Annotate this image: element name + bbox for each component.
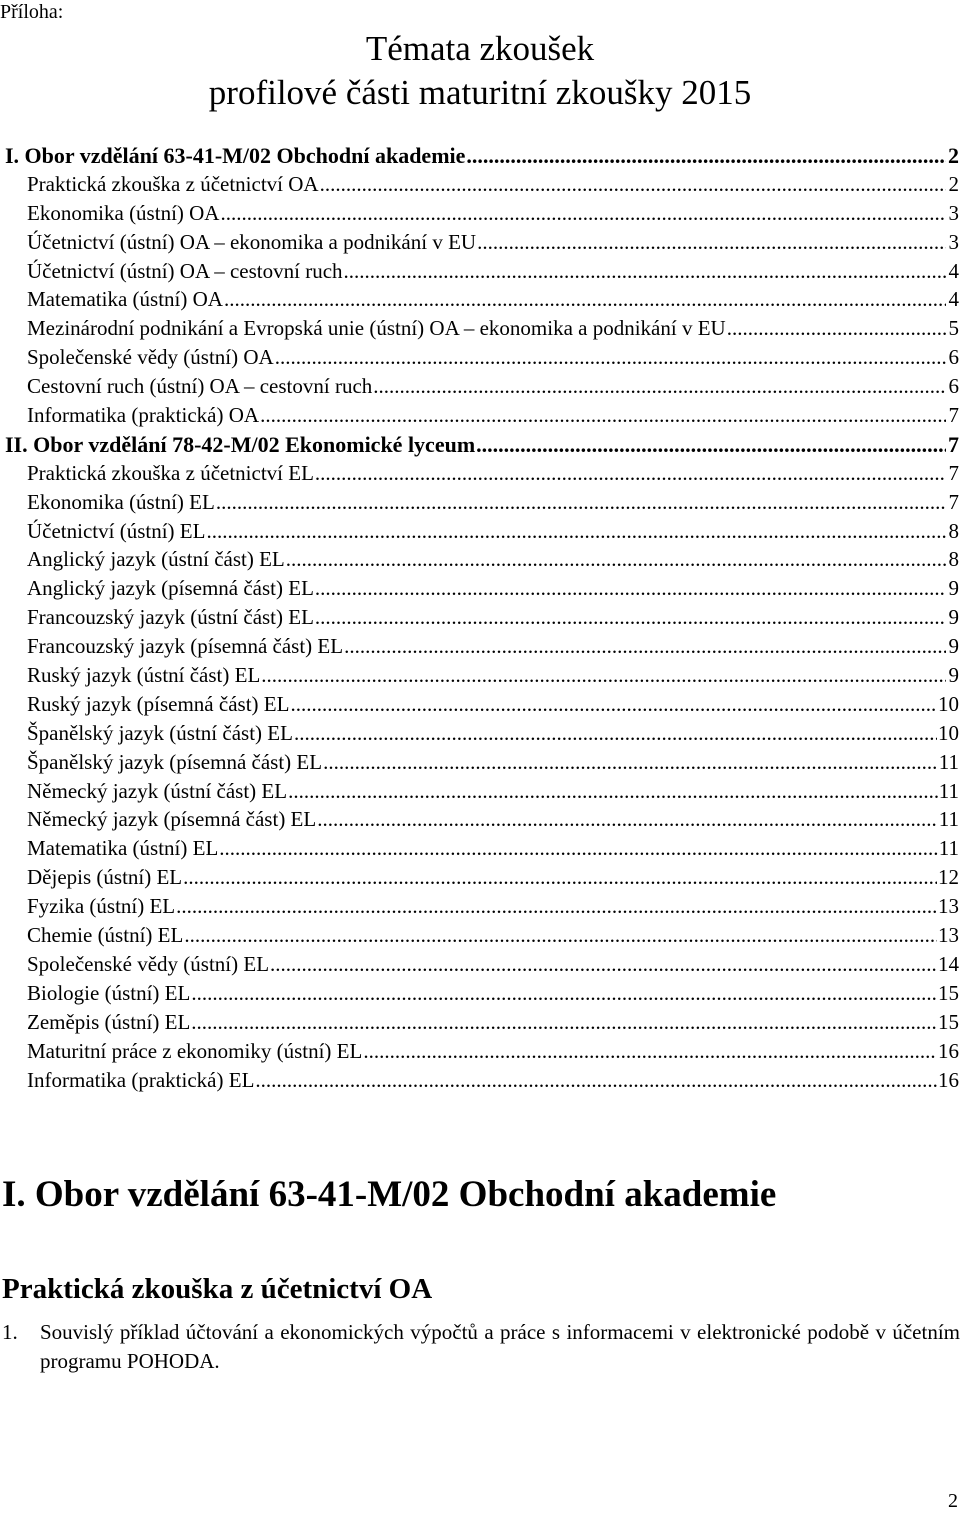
- toc-dot-leader: [206, 519, 946, 544]
- toc-entry[interactable]: [27, 634, 959, 663]
- toc-entry[interactable]: [27, 1010, 959, 1039]
- toc-dot-leader: [191, 981, 937, 1006]
- toc-entry[interactable]: [27, 807, 959, 836]
- toc-dot-leader: [477, 230, 946, 255]
- toc-dot-leader: [294, 721, 937, 746]
- toc-entry-page: 9: [948, 605, 959, 630]
- toc-entry[interactable]: [27, 519, 959, 548]
- toc-entry-label: Informatika (praktická) OA: [27, 403, 260, 428]
- toc-entry-label: Ekonomika (ústní) EL: [27, 489, 215, 514]
- toc-dot-leader: [255, 1068, 937, 1093]
- toc-dot-leader: [191, 1010, 937, 1035]
- toc-entry-label: Informatika (praktická) EL: [27, 1067, 255, 1092]
- toc-entry-page: 15: [938, 1009, 959, 1034]
- toc-entry-label: Maturitní práce z ekonomiky (ústní) EL: [27, 1038, 363, 1063]
- toc-entry-label: Anglický jazyk (písemná část) EL: [27, 576, 314, 601]
- toc-dot-leader: [184, 923, 937, 948]
- toc-entry-label: Chemie (ústní) EL: [27, 923, 184, 948]
- toc-entry-page: 7: [948, 431, 959, 457]
- toc-dot-leader: [727, 316, 946, 341]
- toc-dot-leader: [363, 1039, 937, 1064]
- toc-entry-page: 7: [948, 403, 959, 428]
- toc-entry[interactable]: [27, 923, 959, 952]
- toc-entry-label: Anglický jazyk (ústní část) EL: [27, 547, 285, 572]
- toc-entry[interactable]: [27, 374, 959, 403]
- toc-entry-page: 6: [948, 345, 959, 370]
- toc-entry-label: Cestovní ruch (ústní) OA – cestovní ruch: [27, 374, 373, 399]
- toc-dot-leader: [317, 807, 938, 832]
- toc-entry-page: 2: [948, 143, 959, 168]
- toc-entry[interactable]: [27, 345, 959, 374]
- toc-dot-leader: [320, 172, 946, 197]
- toc-entry[interactable]: [27, 692, 959, 721]
- toc-entry-label: Ruský jazyk (ústní část) EL: [27, 663, 261, 688]
- topic-list: [0, 1318, 960, 1376]
- toc-entry-label: I. Obor vzdělání 63-41-M/02 Obchodní akademie: [5, 143, 466, 168]
- toc-dot-leader: [260, 403, 946, 428]
- toc-dot-leader: [315, 461, 946, 486]
- toc-entry-label: Účetnictví (ústní) OA – cestovní ruch: [27, 258, 343, 283]
- toc-entry-page: 11: [938, 836, 959, 861]
- toc-entry[interactable]: [27, 230, 959, 259]
- toc-entry-page: 4: [948, 258, 959, 283]
- toc-entry-label: Ekonomika (ústní) OA: [27, 200, 220, 225]
- toc-entry[interactable]: [27, 1068, 959, 1097]
- toc-entry-page: 11: [938, 749, 959, 774]
- toc-entry-label: Francouzský jazyk (písemná část) EL: [27, 634, 344, 659]
- toc-entry-page: 16: [938, 1067, 959, 1092]
- toc-entry-page: 3: [948, 200, 959, 225]
- toc-entry-page: 11: [938, 807, 959, 832]
- subsection-heading: Praktická zkouška z účetnictví OA: [2, 1273, 433, 1305]
- toc-entry[interactable]: [27, 461, 959, 490]
- toc-entry[interactable]: [27, 547, 959, 576]
- toc-entry-page: 16: [938, 1038, 959, 1063]
- toc-entry[interactable]: [27, 259, 959, 288]
- toc-dot-leader: [224, 287, 946, 312]
- toc-entry[interactable]: [27, 172, 959, 201]
- toc-dot-leader: [344, 259, 946, 284]
- toc-entry[interactable]: [27, 750, 959, 779]
- toc-dot-leader: [315, 576, 946, 601]
- toc-entry[interactable]: [27, 576, 959, 605]
- toc-dot-leader: [270, 952, 937, 977]
- page-number: 2: [948, 1490, 958, 1512]
- toc-entry-label: Španělský jazyk (ústní část) EL: [27, 720, 293, 745]
- toc-entry[interactable]: [27, 490, 959, 519]
- table-of-contents: [5, 143, 959, 1096]
- toc-entry[interactable]: [27, 981, 959, 1010]
- toc-dot-leader: [344, 634, 946, 659]
- toc-entry[interactable]: [27, 952, 959, 981]
- toc-entry-page: 6: [948, 374, 959, 399]
- toc-entry-label: II. Obor vzdělání 78-42-M/02 Ekonomické lyceum: [5, 431, 476, 457]
- toc-entry-label: Účetnictví (ústní) EL: [27, 518, 206, 543]
- toc-dot-leader: [290, 692, 937, 717]
- toc-entry[interactable]: [27, 663, 959, 692]
- toc-entry-label: Zeměpis (ústní) EL: [27, 1009, 191, 1034]
- toc-entry-page: 4: [948, 287, 959, 312]
- toc-entry[interactable]: [27, 316, 959, 345]
- toc-entry-label: Mezinárodní podnikání a Evropská unie (ústní) OA – ekonomika a podnikání v EU: [27, 316, 726, 341]
- toc-entry[interactable]: [27, 605, 959, 634]
- toc-dot-leader: [261, 663, 946, 688]
- toc-entry-page: 8: [948, 518, 959, 543]
- topic-number: 1.: [2, 1320, 18, 1344]
- toc-entry-page: 3: [948, 229, 959, 254]
- toc-entry-label: Španělský jazyk (písemná část) EL: [27, 749, 323, 774]
- toc-entry[interactable]: [27, 865, 959, 894]
- toc-dot-leader: [288, 779, 938, 804]
- toc-entry-label: Účetnictví (ústní) OA – ekonomika a podnikání v EU: [27, 229, 477, 254]
- toc-entry-label: Německý jazyk (ústní část) EL: [27, 778, 288, 803]
- toc-entry[interactable]: [27, 836, 959, 865]
- toc-dot-leader: [315, 605, 946, 630]
- toc-entry-label: Ruský jazyk (písemná část) EL: [27, 691, 290, 716]
- toc-entry-label: Francouzský jazyk (ústní část) EL: [27, 605, 314, 630]
- document-title-line-2: profilové části maturitní zkoušky 2015: [208, 73, 752, 112]
- toc-entry-page: 8: [948, 547, 959, 572]
- toc-dot-leader: [275, 345, 946, 370]
- toc-dot-leader: [286, 547, 946, 572]
- toc-entry-label: Dějepis (ústní) EL: [27, 865, 183, 890]
- toc-entry-label: Společenské vědy (ústní) EL: [27, 951, 270, 976]
- toc-entry-page: 9: [948, 663, 959, 688]
- toc-entry-page: 10: [938, 720, 959, 745]
- toc-dot-leader: [476, 432, 946, 458]
- toc-entry[interactable]: [5, 432, 959, 461]
- toc-entry[interactable]: [27, 201, 959, 230]
- toc-entry[interactable]: [27, 779, 959, 808]
- topic-text: Souvislý příklad účtování a ekonomických výpočtů a práce s informacemi v elektronické podobě v účetním programu POHODA.: [40, 1320, 960, 1373]
- document-title-line-1: Témata zkoušek: [365, 29, 595, 68]
- toc-entry-label: Praktická zkouška z účetnictví EL: [27, 460, 314, 485]
- toc-entry-label: Matematika (ústní) OA: [27, 287, 223, 312]
- toc-entry[interactable]: [27, 721, 959, 750]
- toc-dot-leader: [466, 143, 946, 169]
- toc-entry[interactable]: [5, 143, 959, 172]
- toc-entry-label: Fyzika (ústní) EL: [27, 894, 176, 919]
- toc-entry-label: Biologie (ústní) EL: [27, 980, 191, 1005]
- toc-entry-page: 10: [938, 691, 959, 716]
- toc-dot-leader: [216, 490, 946, 515]
- toc-entry-page: 9: [948, 634, 959, 659]
- toc-entry-page: 15: [938, 980, 959, 1005]
- toc-entry-label: Společenské vědy (ústní) OA: [27, 345, 274, 370]
- section-heading: I. Obor vzdělání 63-41-M/02 Obchodní akademie: [2, 1174, 777, 1215]
- toc-dot-leader: [219, 836, 937, 861]
- toc-entry-page: 12: [938, 865, 959, 890]
- toc-entry-page: 5: [948, 316, 959, 341]
- toc-entry-page: 13: [938, 894, 959, 919]
- toc-entry-page: 7: [948, 460, 959, 485]
- toc-entry[interactable]: [27, 403, 959, 432]
- toc-dot-leader: [183, 865, 937, 890]
- toc-entry[interactable]: [27, 894, 959, 923]
- toc-entry-page: 2: [948, 171, 959, 196]
- toc-entry[interactable]: [27, 1039, 959, 1068]
- toc-dot-leader: [373, 374, 946, 399]
- toc-entry-page: 14: [938, 951, 959, 976]
- toc-entry-page: 11: [938, 778, 959, 803]
- toc-entry-label: Německý jazyk (písemná část) EL: [27, 807, 317, 832]
- topic-item: [0, 1318, 960, 1376]
- toc-entry-page: 7: [948, 489, 959, 514]
- toc-entry-page: 9: [948, 576, 959, 601]
- toc-dot-leader: [220, 201, 946, 226]
- toc-entry-label: Praktická zkouška z účetnictví OA: [27, 171, 319, 196]
- toc-entry-page: 13: [938, 923, 959, 948]
- toc-entry-label: Matematika (ústní) EL: [27, 836, 219, 861]
- toc-dot-leader: [176, 894, 937, 919]
- toc-entry[interactable]: [27, 287, 959, 316]
- toc-dot-leader: [323, 750, 938, 775]
- attachment-label: Příloha:: [0, 1, 64, 23]
